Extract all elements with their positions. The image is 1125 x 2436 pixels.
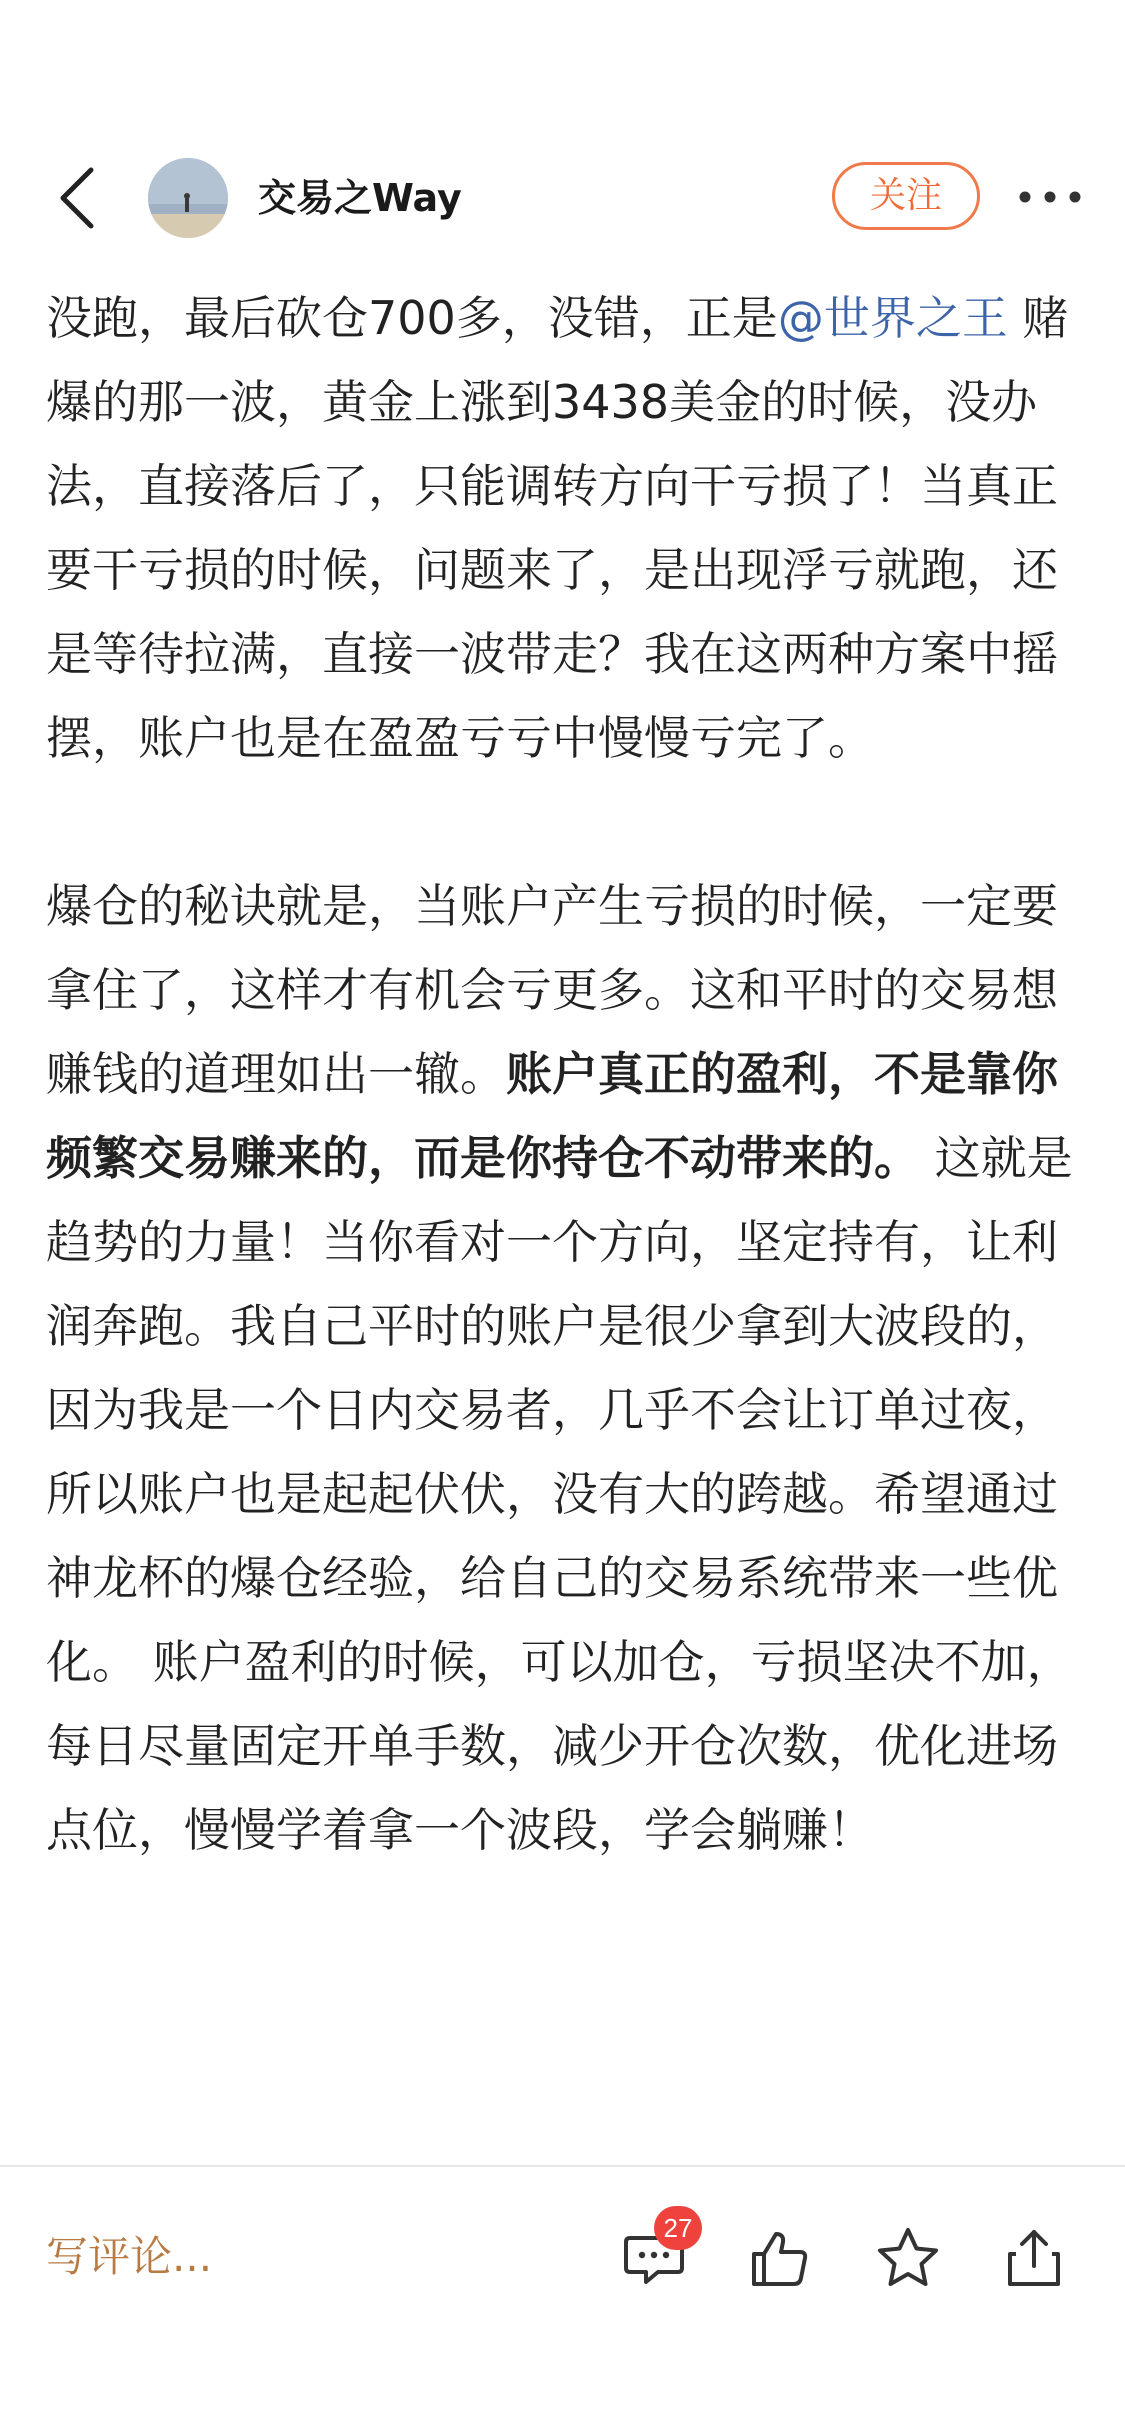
comment-button[interactable]: [614, 2213, 694, 2298]
article-paragraph: [46, 864, 1086, 1872]
article-paragraph: [46, 276, 1086, 780]
follow-button[interactable]: 关注: [832, 162, 980, 230]
bottom-divider: [0, 2165, 1125, 2167]
article-text: 没跑，最后砍仓700多，没错，正是: [46, 291, 778, 345]
author-name[interactable]: 交易之Way: [258, 176, 462, 220]
like-button[interactable]: [740, 2218, 820, 2298]
article-text: 爆仓的秘诀就是，当账户产生亏损的时候，一定要拿住了，这样才有机会亏更多。这和平时的交易想赚钱的道理如出一辙。: [46, 879, 1058, 1101]
article-text: 这就是趋势的力量！当你看对一个方向，坚定持有，让利润奔跑。我自己平时的账户是很少拿到大波段的，因为我是一个日内交易者，几乎不会让订单过夜，所以账户也是起起伏伏，没有大的跨越。希望通过神龙杯的爆仓经验，给自己的交易系统带来一些优化。 账户盈利的时候，可以加仓，亏损坚决不加，每日尽量固定开单手数，减少开仓次数，优化进场点位，慢慢学着拿一个波段，学会躺赚！: [46, 1131, 1073, 1857]
article-text: 赌爆的那一波，黄金上涨到3438美金的时候，没办法，直接落后了，只能调转方向干亏损了！当真正要干亏损的时候，问题来了，是出现浮亏就跑，还是等待拉满，直接一波带走？我在这两种方案中摇摆，账户也是在盈盈亏亏中慢慢亏完了。: [46, 291, 1069, 765]
article-bold-text: 账户真正的盈利，不是靠你频繁交易赚来的，而是你持仓不动带来的。: [46, 1047, 1058, 1185]
favorite-button[interactable]: [868, 2218, 948, 2298]
back-button[interactable]: [42, 160, 112, 236]
post-header: [0, 140, 1125, 255]
more-dots-icon: [1018, 190, 1082, 204]
avatar-photo-icon: [148, 158, 228, 238]
share-icon: [1002, 2226, 1066, 2290]
thumbs-up-icon: [748, 2226, 812, 2290]
back-arrow-icon: [57, 166, 97, 230]
paragraph-gap: [46, 780, 1086, 864]
article-body: [46, 276, 1086, 1872]
share-button[interactable]: [994, 2218, 1074, 2298]
user-mention-link[interactable]: @世界之王: [777, 291, 1008, 345]
more-button[interactable]: [1010, 164, 1090, 230]
write-comment-input[interactable]: 写评论...: [46, 2232, 213, 2281]
comment-count-badge: 27: [654, 2206, 702, 2250]
avatar[interactable]: [148, 158, 228, 238]
star-icon: [875, 2225, 941, 2291]
